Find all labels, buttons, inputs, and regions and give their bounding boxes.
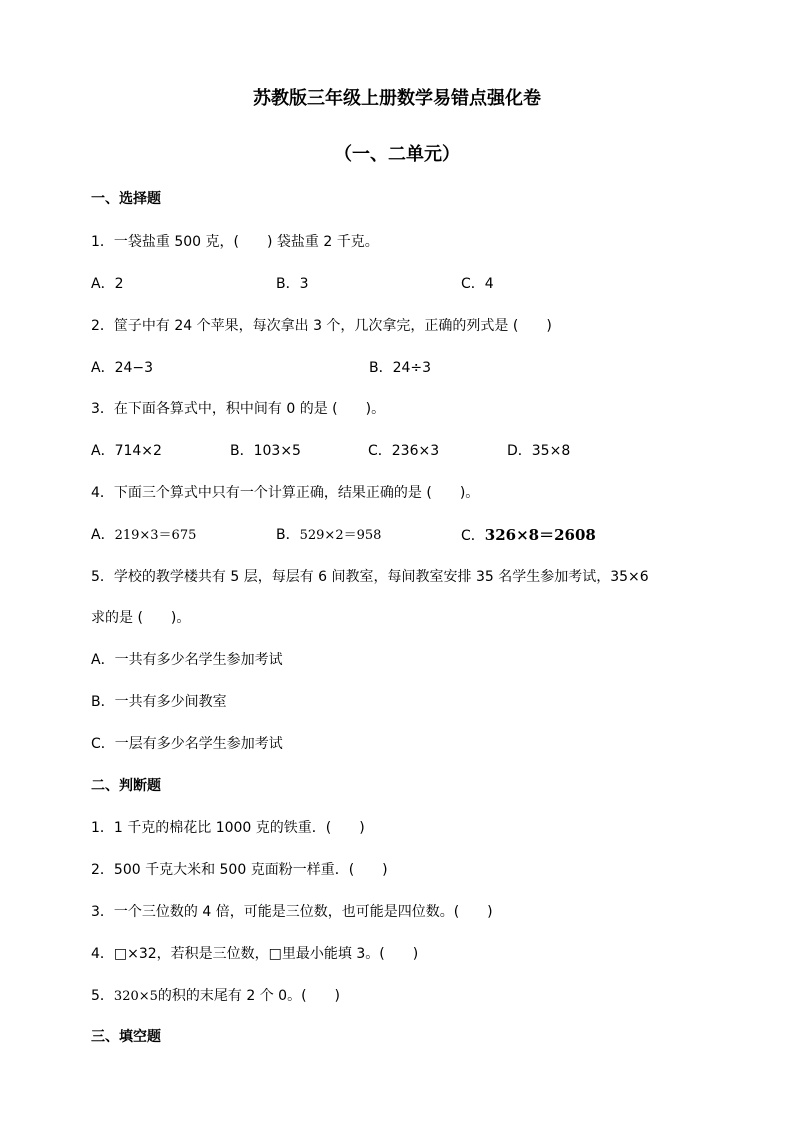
- judgement-item-2: 2．500 千克大米和 500 克面粉一样重．( ): [91, 862, 388, 878]
- q4-option-c-expr: 326×8＝2608: [484, 526, 596, 544]
- q1-option-a: A．2: [91, 276, 124, 292]
- q5-option-a: A．一共有多少名学生参加考试: [91, 652, 283, 668]
- q4-option-a-expr: 219×3＝675: [114, 528, 197, 543]
- judgement-item-5-expr: 320×5: [113, 989, 158, 1004]
- q5-option-b: B．一共有多少间教室: [91, 694, 227, 710]
- judgement-item-3: 3．一个三位数的 4 倍，可能是三位数，也可能是四位数。( ): [91, 904, 493, 920]
- judgement-item-1: 1．1 千克的棉花比 1000 克的铁重．( ): [91, 820, 365, 836]
- question-2: 2．筐子中有 24 个苹果，每次拿出 3 个，几次拿完，正确的列式是 ( ): [91, 318, 552, 334]
- page-title: 苏教版三年级上册数学易错点强化卷: [253, 88, 541, 109]
- q4-option-a-label: A．: [91, 527, 115, 543]
- question-3: 3．在下面各算式中，积中间有 0 的是 ( )。: [91, 401, 386, 417]
- question-5-line-1: 5．学校的教学楼共有 5 层，每层有 6 间教室，每间教室安排 35 名学生参加考试，35×6: [91, 569, 649, 585]
- judgement-item-4: 4．□×32，若积是三位数，□里最小能填 3。( ): [91, 946, 419, 962]
- q4-option-c-label: C．: [461, 528, 485, 544]
- q4-option-a: [91, 526, 196, 545]
- q1-option-b: B．3: [276, 276, 309, 292]
- q2-option-a: A．24−3: [91, 360, 154, 376]
- q4-option-b: [276, 526, 381, 545]
- q3-option-b: B．103×5: [230, 443, 301, 459]
- q4-option-b-expr: 529×2＝958: [299, 528, 382, 543]
- page-subtitle: （一、二单元）: [334, 144, 460, 165]
- section-heading-fill-in: 三、填空题: [91, 1029, 161, 1045]
- question-1: 1．一袋盐重 500 克，( ) 袋盐重 2 千克。: [91, 234, 379, 250]
- q3-option-c: C．236×3: [368, 443, 440, 459]
- question-5-line-2: 求的是 ( )。: [91, 610, 191, 626]
- section-heading-choice: 一、选择题: [91, 191, 161, 207]
- question-4: 4．下面三个算式中只有一个计算正确，结果正确的是 ( )。: [91, 485, 480, 501]
- q3-option-d: D．35×8: [507, 443, 571, 459]
- q1-option-c: C．4: [461, 276, 494, 292]
- q5-option-c: C．一层有多少名学生参加考试: [91, 736, 283, 752]
- section-heading-judgement: 二、判断题: [91, 778, 161, 794]
- judgement-item-5-prefix: 5．: [91, 988, 114, 1004]
- judgement-item-5: [91, 987, 340, 1006]
- q4-option-c: [461, 526, 596, 545]
- q4-option-b-label: B．: [276, 527, 300, 543]
- judgement-item-5-suffix: 的积的末尾有 2 个 0。( ): [157, 988, 340, 1004]
- q2-option-b: B．24÷3: [369, 360, 432, 376]
- q3-option-a: A．714×2: [91, 443, 162, 459]
